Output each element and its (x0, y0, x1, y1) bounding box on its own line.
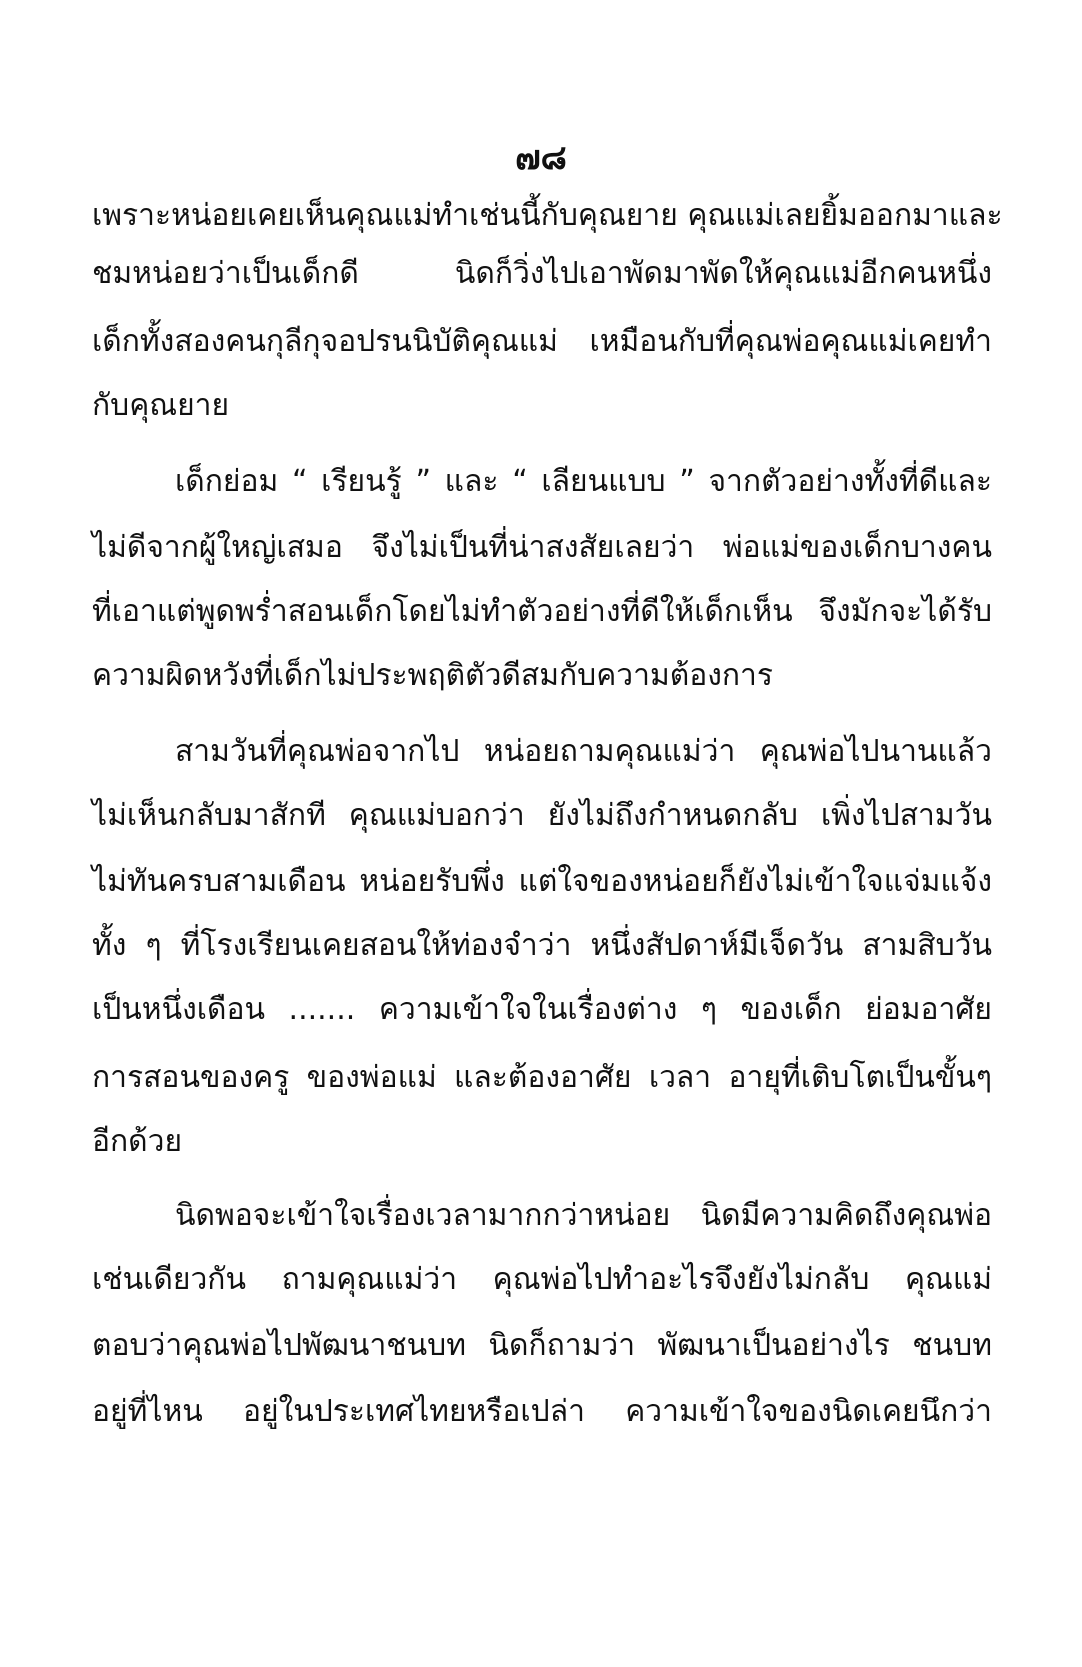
text-line-5: เด็กย่อม “ เรียนรู้ ” และ “ เลียนแบบ ” จากตัวอย่างทั้งที่ดีและ (175, 464, 992, 499)
text-line-13: เป็นหนึ่งเดือน ....... ความเข้าใจในเรื่องต่าง ๆ ของเด็ก ย่อมอาศัย (92, 992, 992, 1027)
text-line-15: อีกด้วย (92, 1124, 183, 1159)
text-line-11: ไม่ทันครบสามเดือน หน่อยรับพึ่ง แต่ใจของหน่อยก็ยังไม่เข้าใจแจ่มแจ้ง (92, 864, 992, 899)
text-line-12: ทั้ง ๆ ที่โรงเรียนเคยสอนให้ท่องจำว่า หนึ่งสัปดาห์มีเจ็ดวัน สามสิบวัน (92, 928, 992, 963)
text-line-4: กับคุณยาย (92, 388, 230, 423)
text-line-10: ไม่เห็นกลับมาสักที คุณแม่บอกว่า ยังไม่ถึงกำหนดกลับ เพิ่งไปสามวัน (92, 798, 992, 833)
text-line-3: เด็กทั้งสองคนกุลีกุจอปรนนิบัติคุณแม่ เหมือนกับที่คุณพ่อคุณแม่เคยทำ (92, 324, 992, 359)
text-line-19: อยู่ที่ไหน อยู่ในประเทศไทยหรือเปล่า ความเข้าใจของนิดเคยนึกว่า (92, 1394, 992, 1429)
text-line-14: การสอนของครู ของพ่อแม่ และต้องอาศัย เวลา อายุที่เติบโตเป็นขั้นๆ (92, 1060, 992, 1095)
text-line-18: ตอบว่าคุณพ่อไปพัฒนาชนบท นิดก็ถามว่า พัฒนาเป็นอย่างไร ชนบท (92, 1328, 992, 1363)
text-line-16: นิดพอจะเข้าใจเรื่องเวลามากกว่าหน่อย นิดมีความคิดถึงคุณพ่อ (175, 1198, 992, 1233)
text-line-1: เพราะหน่อยเคยเห็นคุณแม่ทำเช่นนี้กับคุณยาย คุณแม่เลยยิ้มออกมาและ (92, 198, 1003, 233)
text-line-7: ที่เอาแต่พูดพร่ำสอนเด็กโดยไม่ทำตัวอย่างที่ดีให้เด็กเห็น จึงมักจะได้รับ (92, 594, 992, 629)
text-line-9: สามวันที่คุณพ่อจากไป หน่อยถามคุณแม่ว่า คุณพ่อไปนานแล้ว (175, 734, 992, 769)
text-line-2: ชมหน่อยว่าเป็นเด็กดี นิดก็วิ่งไปเอาพัดมาพัดให้คุณแม่อีกคนหนึ่ง (92, 256, 992, 291)
text-line-17: เช่นเดียวกัน ถามคุณแม่ว่า คุณพ่อไปทำอะไรจึงยังไม่กลับ คุณแม่ (92, 1262, 992, 1297)
page-number: ๗๘ (515, 138, 567, 178)
text-line-8: ความผิดหวังที่เด็กไม่ประพฤติตัวดีสมกับความต้องการ (92, 658, 774, 693)
text-line-6: ไม่ดีจากผู้ใหญ่เสมอ จึงไม่เป็นที่น่าสงสัยเลยว่า พ่อแม่ของเด็กบางคน (92, 530, 992, 565)
